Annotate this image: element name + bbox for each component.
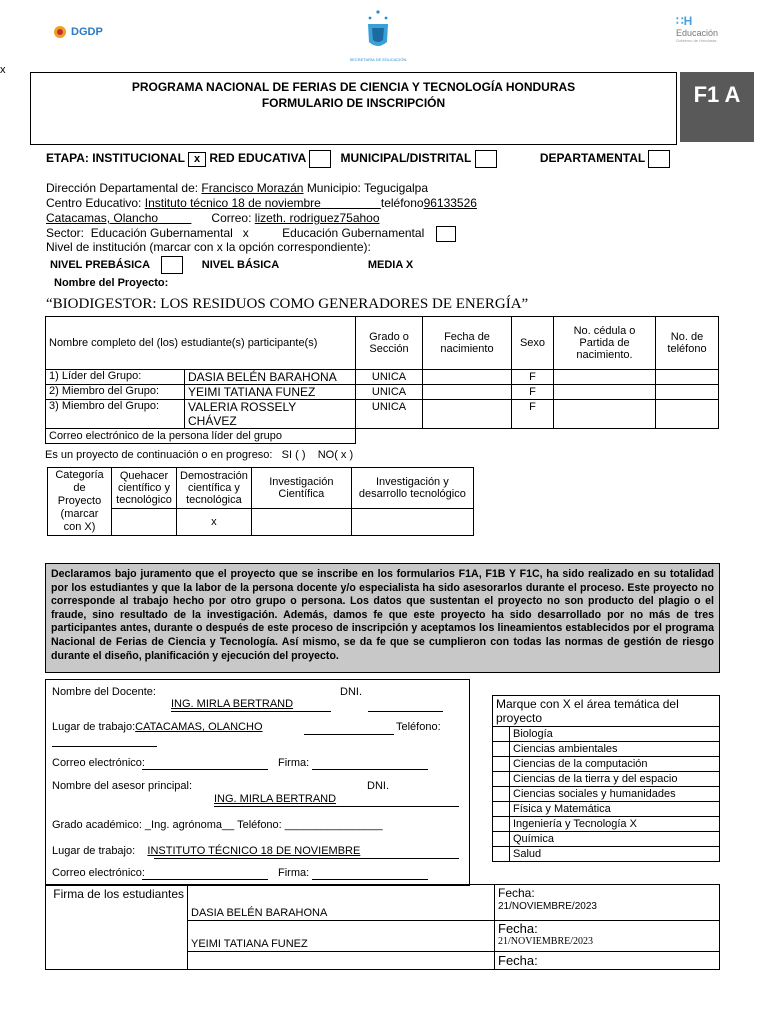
title-box [30, 72, 677, 145]
sector-checkbox[interactable] [436, 226, 456, 242]
proyecto-label: Nombre del Proyecto: [54, 277, 169, 289]
continuation-text: Es un proyecto de continuación o en progreso: SI ( ) NO( x ) [45, 449, 354, 461]
areas-title: Marque con X el área temática del proyecto [493, 696, 720, 727]
educacion-icon: ∷H [676, 14, 693, 28]
area-row[interactable]: Ciencias sociales y humanidades [493, 787, 720, 802]
area-row[interactable]: Química [493, 832, 720, 847]
title-line2: FORMULARIO DE INSCRIPCIÓN [261, 96, 446, 110]
area-row[interactable]: Ciencias de la computación [493, 757, 720, 772]
form-code-badge: F1 A [680, 72, 754, 142]
declaration-box: Declaramos bajo juramento que el proyecto que se inscribe en los formularios F1A, F1B Y F1C, ha sido realizado en su totalidad por los estudiantes y que la labor de la persona docente y/o especialista ha sido asesorarlos durante el proceso. Este proyecto no corresponde al trabajo hecho por otro grupo o persona. Los datos que sustentan el proyecto no son producto del plagio o el fraude, sino resultado de la investigación. Además, damos fe que este proyecto ha sido desarrollado por no más de tres participantes antes, durante o después de este proceso de inscripción y aceptamos los lineamientos establecidos por el programa Nacional de Ferias de Ciencia y Tecnología. Así mismo, se da fe que se cumplieron con todas las normas de gestión de riesgo durante el diseño, planificación y ejecución del proyecto. [45, 563, 720, 673]
margin-mark: x [0, 64, 6, 76]
docente-box: Nombre del Docente: DNI. ING. MIRLA BERTRAND Lugar de trabajo:CATACAMAS, OLANCHO Teléfono: Correo electrónico: Firma: Nombre del asesor principal: DNI. ING. MIRLA BERTRAND Grado académico: _Ing. agrónoma__ Teléfono: ________________ Lugar de trabajo: INSTITUTO TÉCNICO 18 DE NOVIEMBRE Correo electrónico: Firma: [45, 679, 470, 886]
firma-student [188, 952, 495, 970]
fecha-value: 21/NOVIEMBRE/2023 [498, 936, 593, 947]
nivel-row: NIVEL PREBÁSICA NIVEL BÁSICA MEDIA X [50, 256, 413, 274]
email-row: Correo electrónico de la persona líder del grupo [46, 429, 719, 444]
categoria-cell[interactable] [351, 509, 473, 536]
students-table [45, 316, 719, 444]
categoria-cell[interactable] [251, 509, 351, 536]
categoria-cell[interactable] [112, 509, 177, 536]
info-block: Dirección Departamental de: Francisco Morazán Municipio: Tegucigalpa Centro Educativo: Instituto técnico 18 de noviembre teléfono96133526 Catacamas, Olancho Correo: lizeth. rodriguez75ahoo Sector: Educación Gubernamental x Educación Gubernamental Nivel de institución (marcar con x la opción correspondiente): [46, 181, 477, 254]
area-row[interactable]: Biología [493, 727, 720, 742]
red-educativa-checkbox[interactable] [309, 150, 331, 168]
dgdp-logo: DGDP [52, 24, 103, 40]
area-row[interactable]: Salud [493, 847, 720, 862]
etapa-row: ETAPA: INSTITUCIONAL x RED EDUCATIVA MUNICIPAL/DISTRITAL DEPARTAMENTAL [46, 150, 670, 168]
asesor-name: ING. MIRLA BERTRAND [214, 793, 337, 805]
firmas-label: Firma de los estudiantes [46, 885, 188, 970]
firma-student: DASIA BELÉN BARAHONA [188, 885, 495, 921]
departamental-checkbox[interactable] [648, 150, 670, 168]
areas-table [492, 695, 720, 862]
fecha-value: 21/NOVIEMBRE/2023 [498, 901, 597, 912]
proyecto-title: “BIODIGESTOR: LOS RESIDUOS COMO GENERADORES DE ENERGÍA” [46, 296, 529, 312]
firma-student: YEIMI TATIANA FUNEZ [188, 921, 495, 952]
table-row: 2) Miembro del Grupo: YEIMI TATIANA FUNEZ UNICA F [46, 385, 719, 400]
docente-name: ING. MIRLA BERTRAND [171, 698, 294, 710]
institucional-checkbox[interactable]: x [188, 152, 206, 167]
area-row[interactable]: Ingeniería y Tecnología X [493, 817, 720, 832]
area-row[interactable]: Física y Matemática [493, 802, 720, 817]
seal-icon [358, 6, 398, 54]
table-row: 3) Miembro del Grupo: VALERIA ROSSELY CHÁVEZ UNICA F [46, 400, 719, 429]
categoria-table: Categoría de Proyecto (marcar con X) Quehacer científico y tecnológico Demostración científica y tecnológica Investigación Científica Investigación y desarrollo tecnológico x [47, 467, 474, 536]
students-header-row: Nombre completo del (los) estudiante(s) participante(s) Grado o Sección Fecha de nacimiento Sexo No. cédula o Partida de nacimiento. No. de teléfono [46, 317, 719, 370]
categoria-cell[interactable]: x [177, 509, 252, 536]
categoria-label: Categoría de Proyecto (marcar con X) [48, 468, 112, 536]
prebasica-checkbox[interactable] [161, 256, 183, 274]
dgdp-icon [52, 24, 68, 40]
area-row[interactable]: Ciencias ambientales [493, 742, 720, 757]
seal-logo: SECRETARÍA DE EDUCACIÓN [348, 6, 408, 68]
table-row: 1) Líder del Grupo: DASIA BELÉN BARAHONA UNICA F [46, 370, 719, 385]
firmas-table: Firma de los estudiantes DASIA BELÉN BARAHONA Fecha: 21/NOVIEMBRE/2023 YEIMI TATIANA FUNEZ Fecha: 21/NOVIEMBRE/2023 Fecha: [45, 884, 720, 970]
municipal-checkbox[interactable] [475, 150, 497, 168]
educacion-logo: ∷H Educación Gobierno de Honduras [676, 14, 719, 43]
title-line1: PROGRAMA NACIONAL DE FERIAS DE CIENCIA Y TECNOLOGÍA HONDURAS [131, 80, 576, 94]
area-row[interactable]: Ciencias de la tierra y del espacio [493, 772, 720, 787]
